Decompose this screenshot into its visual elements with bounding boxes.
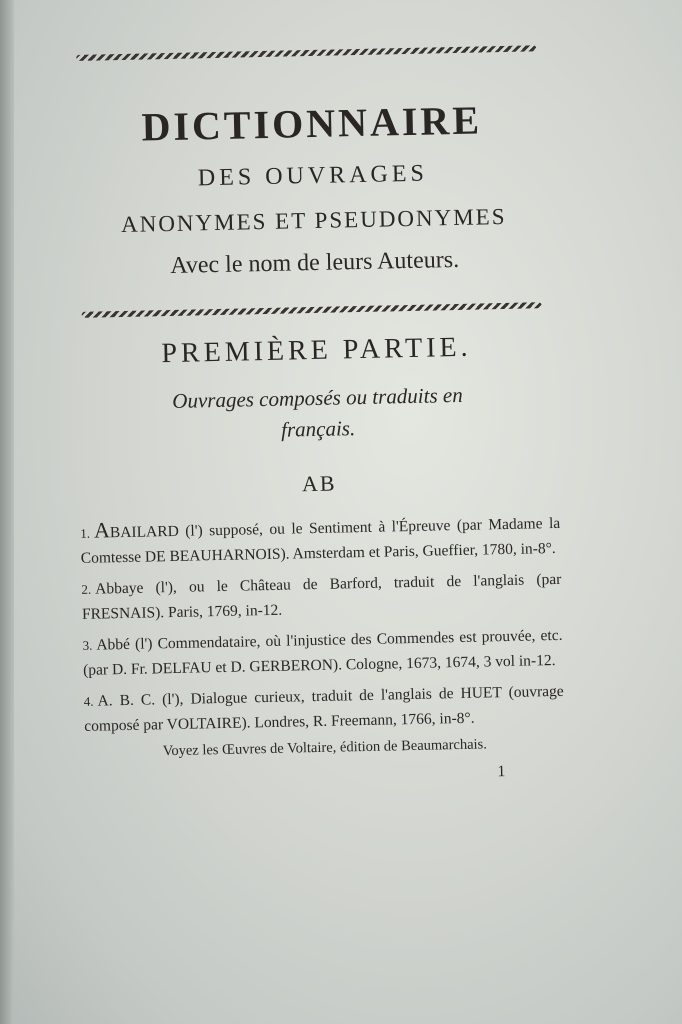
part-title: PREMIÈRE PARTIE. (161, 331, 472, 370)
entry-text: A. B. C. (l'), Dialogue curieux, traduit de l'anglais de HUET (ouvrage composé par VOLTAIRE). Londres, R. Freemann, 1766, in-8°. (84, 682, 564, 735)
subtitle-line-3: Avec le nom de leurs Auteurs. (170, 246, 460, 279)
entry-1 (80, 508, 561, 571)
page-content (70, 35, 565, 790)
entry-initial: A (93, 517, 111, 543)
part-subtitle (77, 378, 558, 450)
part-subtitle-line-2: français. (280, 416, 356, 442)
section-heading: AB (301, 470, 337, 497)
part-subtitle-line-1: Ouvrages composés ou traduits en (172, 382, 463, 413)
entry-number: 1. (80, 525, 91, 541)
entry-text: Abbaye (l'), ou le Château de Barford, traduit de l'anglais (par FRESNAIS). Paris, 1769, in-12. (81, 570, 562, 623)
entry-text: Abbé (l') Commendataire, où l'injustice des Commendes est prouvée, etc. (par D. Fr. DELFAU et D. GERBERON). Cologne, 1673, 1674, 3 vol in-12. (82, 626, 563, 679)
entries-list (80, 508, 565, 739)
entry-3 (82, 623, 563, 683)
top-ornamental-rule (76, 45, 536, 61)
entry-4 (84, 679, 565, 739)
entry-number: 4. (83, 693, 94, 709)
book-title: DICTIONNAIRE (141, 97, 483, 150)
entry-number: 3. (82, 637, 93, 653)
entry-2 (81, 567, 562, 627)
entry-number: 2. (81, 581, 92, 597)
entry-text: BAILARD (l') supposé, ou le Sentiment à l'Épreuve (par Madame la Comtesse DE BEAUHARNOIS). Amsterdam et Paris, Gueffier, 1780, in-8°. (80, 514, 561, 567)
subtitle-line-1: DES OUVRAGES (197, 160, 429, 192)
subtitle-line-2: ANONYMES ET PSEUDONYMES (120, 203, 507, 237)
footnote: Voyez les Œuvres de Voltaire, édition de Beaumarchais. (162, 736, 488, 760)
middle-ornamental-rule (82, 302, 542, 318)
page-number: 1 (497, 763, 506, 781)
page-edge-shadow (0, 0, 14, 1024)
